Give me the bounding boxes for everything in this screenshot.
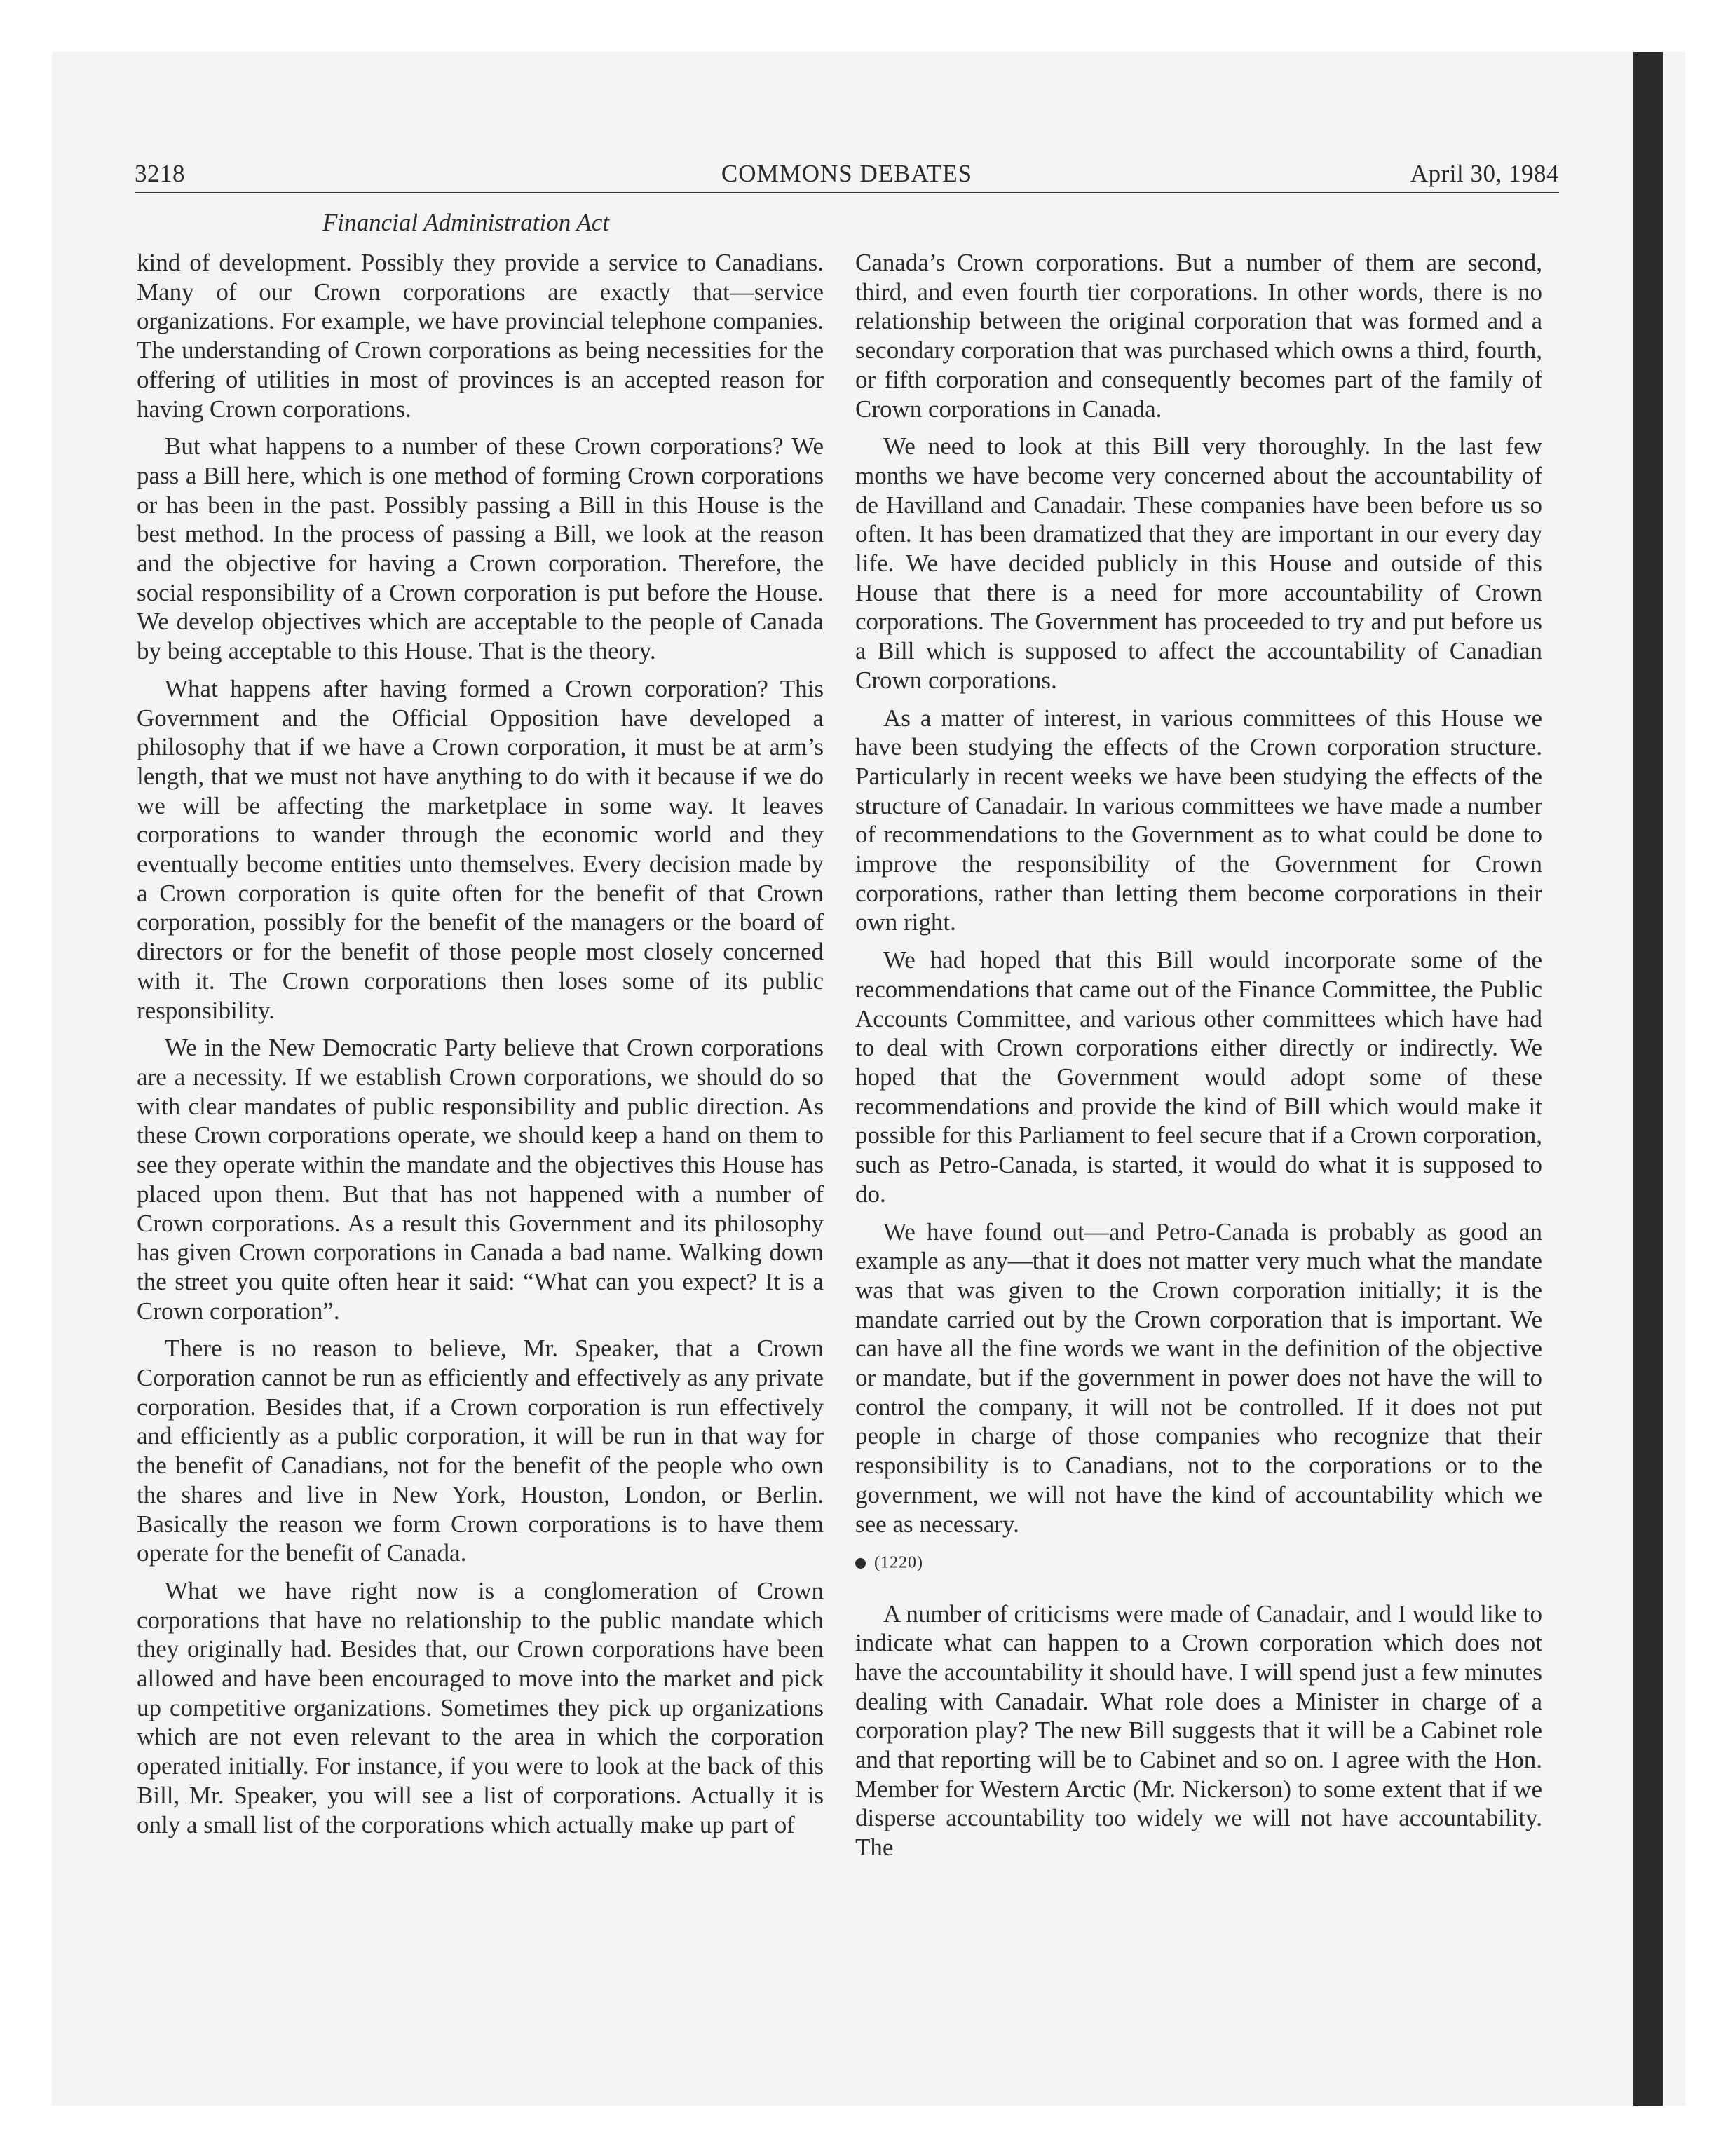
- paragraph: We have found out—and Petro-Canada is probably as good an example as any—that it does not matter very much what the mandate was that was given to the Crown corporation initially; it is the mandate carried out by the Crown corporation that is important. We can have all the fine words we want in the definition of the objective or mandate, but if the government in power does not have the will to control the company, it will not be controlled. If it does not put people in charge of those companies who recognize that their responsibility is to Canadians, not to the corporations or to the government, we will not have the kind of accountability which we see as necessary.: [855, 1217, 1542, 1538]
- paragraph: As a matter of interest, in various committees of this House we have been studying the effects of the Crown corporation structure. Particularly in recent weeks we have been studying the effects of the structure of Canadair. In various committees we have made a number of recommendations to the Government as to what could be done to improve the responsibility of the Government for Crown corporations, rather than letting them become corporations in their own right.: [855, 704, 1542, 936]
- header-rule: [135, 192, 1559, 193]
- time-marker-label: (1220): [874, 1553, 923, 1572]
- header-date: April 30, 1984: [1410, 160, 1559, 187]
- page-number: 3218: [135, 160, 185, 187]
- bullet-dot-icon: [855, 1558, 866, 1569]
- page-header: [135, 160, 1559, 195]
- right-column: [855, 248, 1542, 1871]
- paragraph: kind of development. Possibly they provide a service to Canadians. Many of our Crown corporations are exactly that—service organizations. For example, we have provincial telephone companies. The understanding of Crown corporations as being necessities for the offering of utilities in most of provinces is an accepted reason for having Crown corporations.: [137, 249, 824, 423]
- paragraph: We in the New Democratic Party believe that Crown corporations are a necessity. If we establish Crown corporations, we should do so with clear mandates of public responsibility and public direction. As these Crown corporations operate, we should keep a hand on them to see they operate within the mandate and the objectives this House has placed upon them. But that has not happened with a number of Crown corporations. As a result this Government and its philosophy has given Crown corporations in Canada a bad name. Walking down the street you quite often hear it said: “What can you expect? It is a Crown corporation”.: [137, 1034, 824, 1325]
- scan-binding-edge: [1633, 52, 1663, 2106]
- paragraph: We need to look at this Bill very thoroughly. In the last few months we have become very concerned about the accountability of de Havilland and Canadair. These companies have been before us so often. It has been dramatized that they are important in our every day life. We have decided publicly in this House and outside of this House that there is a need for more accountability of Crown corporations. The Government has proceeded to try and put before us a Bill which is supposed to affect the accountability of Canadian Crown corporations.: [855, 432, 1542, 694]
- paragraph: What we have right now is a conglomeration of Crown corporations that have no relationship to the public mandate which they originally had. Besides that, our Crown corporations have been allowed and have been encouraged to move into the market and pick up competitive organizations. Sometimes they pick up organizations which are not even relevant to the area in which the corporation operated initially. For instance, if you were to look at the back of this Bill, Mr. Speaker, you will see a list of corporations. Actually it is only a small list of the corporations which actually make up part of: [137, 1576, 824, 1838]
- paragraph: There is no reason to believe, Mr. Speaker, that a Crown Corporation cannot be run as efficiently and effectively as any private corporation. Besides that, if a Crown corporation is run effectively and efficiently as a public corporation, it will be run in that way for the benefit of Canadians, not for the benefit of the people who own the shares and live in New York, Houston, London, or Berlin. Basically the reason we form Crown corporations is to have them operate for the benefit of Canada.: [137, 1335, 824, 1567]
- paragraph: But what happens to a number of these Crown corporations? We pass a Bill here, which is one method of forming Crown corporations or has been in the past. Possibly passing a Bill in this House is the best method. In the process of passing a Bill, we look at the reason and the objective for having a Crown corporation. Therefore, the social responsibility of a Crown corporation is put before the House. We develop objectives which are acceptable to the people of Canada by being acceptable to this House. That is the theory.: [137, 432, 824, 665]
- paragraph: We had hoped that this Bill would incorporate some of the recommendations that came out of the Finance Committee, the Public Accounts Committee, and various other committees which have had to deal with Crown corporations either directly or indirectly. We hoped that the Government would adopt some of these recommendations and provide the kind of Bill which would make it possible for this Parliament to feel secure that if a Crown corporation, such as Petro-Canada, is started, it would do what it is supposed to do.: [855, 946, 1542, 1208]
- section-title: Financial Administration Act: [322, 209, 609, 236]
- running-title: COMMONS DEBATES: [721, 160, 973, 187]
- paragraph: What happens after having formed a Crown corporation? This Government and the Official Opposition have developed a philosophy that if we have a Crown corporation, it must be at arm’s length, that we must not have anything to do with it because if we do we will be affecting the marketplace in some way. It leaves corporations to wander through the economic world and they eventually become entities unto themselves. Every decision made by a Crown corporation is quite often for the benefit of that Crown corporation, possibly for the benefit of the managers or the board of directors or for the benefit of those people most closely concerned with it. The Crown corporations then loses some of its public responsibility.: [137, 674, 824, 1024]
- time-marker: [855, 1548, 1542, 1578]
- left-column: [137, 248, 824, 1848]
- paragraph: A number of criticisms were made of Canadair, and I would like to indicate what can happen to a Crown corporation which does not have the accountability it should have. I will spend just a few minutes dealing with Canadair. What role does a Minister in charge of a corporation play? The new Bill suggests that it will be a Cabinet role and that reporting will be to Cabinet and so on. I agree with the Hon. Member for Western Arctic (Mr. Nickerson) to some extent that if we disperse accountability too widely we will not have accountability. The: [855, 1599, 1542, 1862]
- paragraph: Canada’s Crown corporations. But a number of them are second, third, and even fourth tier corporations. In other words, there is no relationship between the original corporation that was formed and a secondary corporation that was purchased which owns a third, fourth, or fifth corporation and consequently becomes part of the family of Crown corporations in Canada.: [855, 249, 1542, 423]
